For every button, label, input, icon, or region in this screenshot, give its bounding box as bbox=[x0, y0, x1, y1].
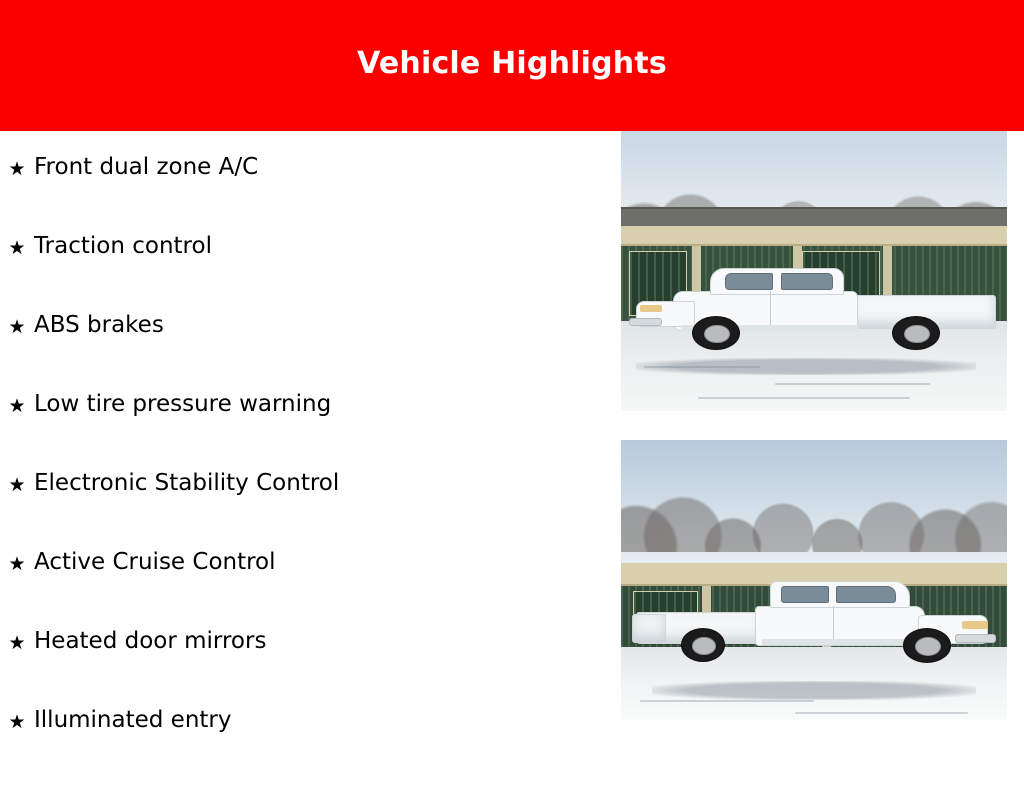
page-title: Vehicle Highlights bbox=[357, 46, 667, 81]
list-item bbox=[0, 707, 600, 786]
list-item bbox=[0, 391, 600, 470]
list-item bbox=[0, 628, 600, 707]
front-wheel bbox=[903, 628, 951, 663]
truck-rear-window bbox=[781, 586, 829, 604]
list-item bbox=[0, 470, 600, 549]
truck-rear-quarter bbox=[629, 563, 1000, 675]
list-item bbox=[0, 312, 600, 391]
building-trim bbox=[621, 226, 1007, 246]
front-wheel bbox=[692, 316, 740, 350]
vehicle-photo-rear-quarter bbox=[621, 440, 1007, 720]
vehicle-photos bbox=[621, 131, 1007, 720]
truck-front-window bbox=[836, 586, 895, 604]
truck-front-window bbox=[725, 273, 773, 290]
door-seam bbox=[770, 291, 771, 325]
vehicle-shadow bbox=[652, 681, 976, 701]
list-item-label: Active Cruise Control bbox=[34, 549, 276, 575]
star-icon: ★ bbox=[8, 158, 26, 180]
snow-streak bbox=[775, 383, 929, 385]
treeline bbox=[621, 440, 1007, 552]
rear-wheel bbox=[892, 316, 940, 350]
star-icon: ★ bbox=[8, 474, 26, 496]
rocker-panel bbox=[762, 639, 925, 645]
list-item bbox=[0, 549, 600, 628]
front-bumper bbox=[955, 634, 996, 643]
list-item-label: Electronic Stability Control bbox=[34, 470, 340, 496]
front-bumper bbox=[629, 318, 662, 327]
list-item-label: Low tire pressure warning bbox=[34, 391, 332, 417]
star-icon: ★ bbox=[8, 711, 26, 733]
vehicle-highlights-list bbox=[0, 131, 600, 786]
vehicle-photo-side bbox=[621, 131, 1007, 411]
list-item bbox=[0, 233, 600, 312]
snow-streak bbox=[698, 397, 910, 399]
door-seam bbox=[833, 606, 834, 640]
star-icon: ★ bbox=[8, 237, 26, 259]
building-roof bbox=[621, 207, 1007, 227]
headlight bbox=[640, 305, 662, 312]
list-item-label: Traction control bbox=[34, 233, 212, 259]
truck-rear-window bbox=[781, 273, 833, 290]
list-item-label: Illuminated entry bbox=[34, 707, 232, 733]
list-item bbox=[0, 154, 600, 233]
star-icon: ★ bbox=[8, 316, 26, 338]
tailgate bbox=[632, 614, 665, 643]
list-item-label: ABS brakes bbox=[34, 312, 164, 338]
slide-content bbox=[0, 131, 1024, 768]
truck-side bbox=[629, 263, 1000, 358]
star-icon: ★ bbox=[8, 395, 26, 417]
rear-wheel bbox=[681, 628, 725, 662]
star-icon: ★ bbox=[8, 632, 26, 654]
headlight bbox=[962, 621, 988, 629]
vehicle-shadow bbox=[636, 358, 976, 375]
snow-streak bbox=[795, 712, 969, 714]
star-icon: ★ bbox=[8, 553, 26, 575]
list-item-label: Heated door mirrors bbox=[34, 628, 267, 654]
list-item-label: Front dual zone A/C bbox=[34, 154, 259, 180]
